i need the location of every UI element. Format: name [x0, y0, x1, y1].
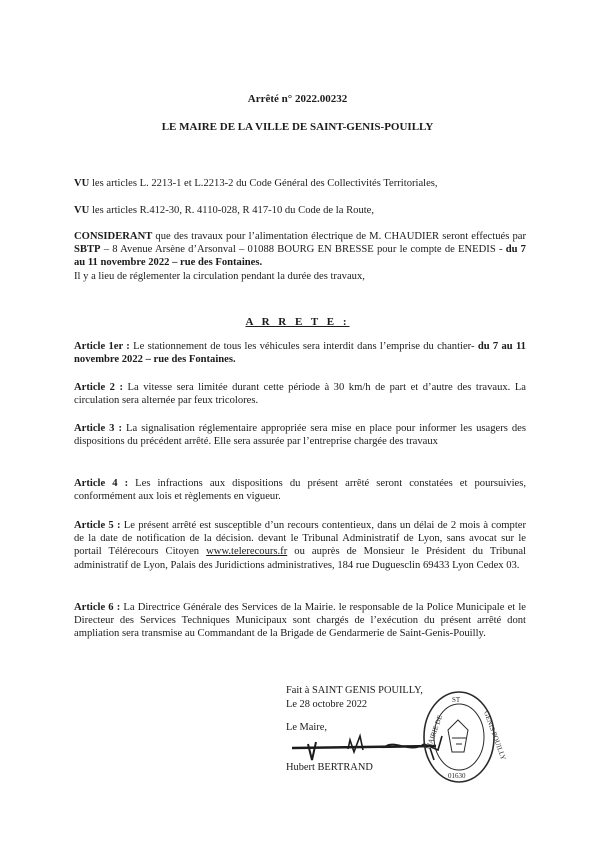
arrete-number: Arrêté n° 2022.00232	[247, 93, 348, 105]
vu-text: les articles R.412-30, R. 4110-028, R 417-10 du Code de la Route,	[89, 205, 375, 216]
considerant-label: CONSIDERANT	[74, 231, 153, 242]
article-text: Le présent arrêté est susceptible d’un recours contentieux, dans un délai de 2 mois à compter de la date de notification de la décision. devant le Tribunal Administratif de Lyon, sans avocat sur le portail Télérecours Citoyen	[74, 520, 526, 558]
considerant-text-2: – 8 Avenue Arsène d’Arsonval – 01088 BOURG EN BRESSE pour le compte de ENEDIS -	[100, 244, 506, 256]
article-text: La vitesse sera limitée durant cette période à 30 km/h de part et d’autre des travaux. La circulation sera alternée par feux tricolores.	[74, 382, 526, 407]
telerecours-link[interactable]: www.telerecours.fr	[206, 546, 288, 558]
article-label: Article 5 :	[74, 520, 121, 531]
arrete-heading: A R R E T E :	[245, 316, 350, 328]
article-text: La signalisation réglementaire appropriée sera mise en place pour informer les usagers des dispositions du précédent arrêté. Elle sera assurée par l’entreprise chargée des travaux	[74, 423, 526, 448]
considerant-dates: du 7 au 11 novembre 2022 – rue des Fontaines.	[74, 244, 526, 269]
article-label: Article 3 :	[74, 423, 123, 434]
vu-paragraph-1	[74, 177, 526, 190]
article-label: Article 2 :	[74, 382, 124, 393]
article-text-after: ou auprès de Monsieur le Président du Tribunal administratif de Lyon, Palais des Juridictions administratives, 184 rue Duguesclin 69433 Lyon Cedex 03.	[74, 546, 526, 571]
article-text: La Directrice Générale des Services de la Mairie. le responsable de la Police Municipale et le Directeur des Services Techniques Municipaux sont chargés de l’exécution du présent arrêté dont ampliation sera transmise au Commandant de la Brigade de Gendarmerie de Saint-Genis-Pouilly.	[74, 602, 526, 640]
article-6	[74, 601, 526, 641]
svg-text:GENIS POUILLY: GENIS POUILLY	[482, 709, 508, 762]
mairie-seal	[422, 690, 508, 784]
article-label: Article 6 :	[74, 602, 121, 613]
mayor-title: LE MAIRE DE LA VILLE DE SAINT-GENIS-POUILLY	[161, 121, 434, 133]
article-text: Le stationnement de tous les véhicules sera interdit dans l’emprise du chantier-	[129, 341, 478, 352]
signature-name: Hubert BERTRAND	[286, 762, 373, 773]
company-name: SBTP	[74, 244, 101, 256]
signature-role: Le Maire,	[286, 722, 327, 733]
article-3	[74, 422, 526, 448]
svg-text:MAIRIE DE: MAIRIE DE	[424, 714, 445, 751]
svg-text:ST: ST	[452, 696, 461, 704]
considerant-paragraph	[74, 230, 526, 283]
considerant-line-2: Il y a lieu de réglementer la circulation pendant la durée des travaux,	[74, 270, 365, 282]
vu-label: VU	[74, 178, 90, 189]
vu-text: les articles L. 2213-1 et L.2213-2 du Code Général des Collectivités Territoriales,	[89, 178, 438, 189]
article-label: Article 1er :	[74, 341, 130, 352]
article-2	[74, 381, 526, 407]
article-dates: du 7 au 11 novembre 2022 – rue des Fontaines.	[74, 341, 526, 366]
article-label: Article 4 :	[74, 478, 129, 489]
svg-text:01630: 01630	[448, 772, 466, 780]
vu-label: VU	[74, 205, 90, 216]
article-1	[74, 340, 526, 366]
signature-place: Fait à SAINT GENIS POUILLY,	[286, 685, 423, 696]
article-4	[74, 477, 526, 503]
article-text: Les infractions aux dispositions du présent arrêté seront constatées et poursuivies, conformément aux lois et règlements en vigueur.	[74, 478, 526, 503]
article-5	[74, 519, 526, 572]
considerant-text: que des travaux pour l’alimentation électrique de M. CHAUDIER seront effectués par	[152, 231, 526, 242]
vu-paragraph-2	[74, 204, 526, 217]
signature-date: Le 28 octobre 2022	[286, 699, 368, 710]
